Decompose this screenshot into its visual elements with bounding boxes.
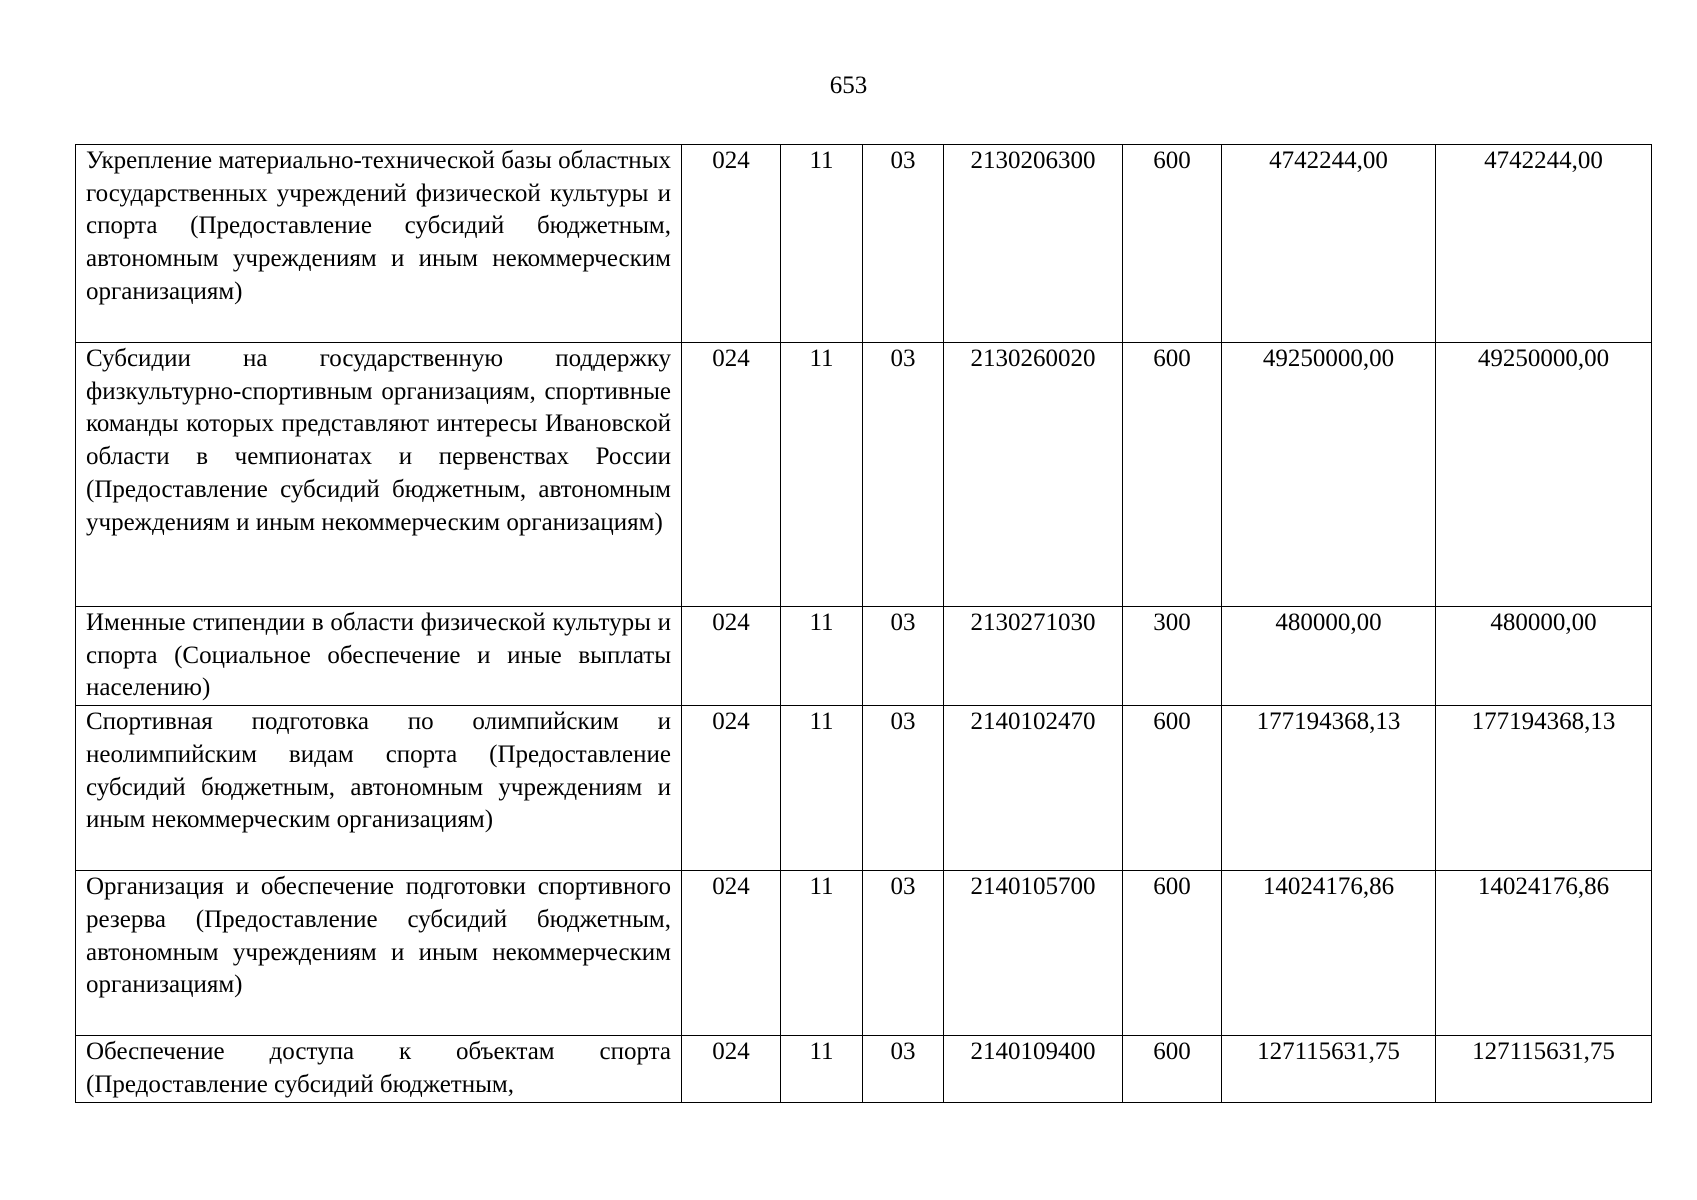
row-description: Укрепление материально-технической базы областных государственных учреждений физической культуры и спорта (Предоставление субсидий бюджетным, автономным учреждениям и иным некоммерческим организациям) <box>76 145 682 343</box>
budget-table <box>75 144 1652 1103</box>
amount-second: 49250000,00 <box>1436 343 1652 607</box>
section-code: 11 <box>781 145 863 343</box>
amount-second: 4742244,00 <box>1436 145 1652 343</box>
target-article-code: 2130260020 <box>944 343 1123 607</box>
row-description: Спортивная подготовка по олимпийским и неолимпийским видам спорта (Предоставление субсидий бюджетным, автономным учреждениям и иным некоммерческим организациям) <box>76 706 682 871</box>
row-description: Субсидии на государственную поддержку физкультурно-спортивным организациям, спортивные команды которых представляют интересы Ивановской области в чемпионатах и первенствах России (Предоставление субсидий бюджетным, автономным учреждениям и иным некоммерческим организациям) <box>76 343 682 607</box>
ministry-code: 024 <box>682 1036 781 1102</box>
table-row <box>76 1036 1652 1102</box>
expense-type-code: 600 <box>1123 1036 1222 1102</box>
row-description: Обеспечение доступа к объектам спорта (Предоставление субсидий бюджетным, <box>76 1036 682 1102</box>
ministry-code: 024 <box>682 871 781 1036</box>
section-code: 11 <box>781 706 863 871</box>
ministry-code: 024 <box>682 343 781 607</box>
expense-type-code: 600 <box>1123 871 1222 1036</box>
amount-first: 4742244,00 <box>1222 145 1436 343</box>
amount-first: 127115631,75 <box>1222 1036 1436 1102</box>
expense-type-code: 600 <box>1123 343 1222 607</box>
amount-first: 177194368,13 <box>1222 706 1436 871</box>
target-article-code: 2130271030 <box>944 607 1123 706</box>
amount-second: 127115631,75 <box>1436 1036 1652 1102</box>
subsection-code: 03 <box>863 871 944 1036</box>
amount-first: 480000,00 <box>1222 607 1436 706</box>
amount-first: 49250000,00 <box>1222 343 1436 607</box>
expense-type-code: 600 <box>1123 706 1222 871</box>
ministry-code: 024 <box>682 145 781 343</box>
page-number: 653 <box>829 72 868 99</box>
ministry-code: 024 <box>682 706 781 871</box>
subsection-code: 03 <box>863 145 944 343</box>
table-row <box>76 607 1652 706</box>
amount-second: 177194368,13 <box>1436 706 1652 871</box>
section-code: 11 <box>781 343 863 607</box>
expense-type-code: 600 <box>1123 145 1222 343</box>
expense-type-code: 300 <box>1123 607 1222 706</box>
target-article-code: 2130206300 <box>944 145 1123 343</box>
subsection-code: 03 <box>863 607 944 706</box>
target-article-code: 2140102470 <box>944 706 1123 871</box>
table-row <box>76 871 1652 1036</box>
amount-first: 14024176,86 <box>1222 871 1436 1036</box>
section-code: 11 <box>781 871 863 1036</box>
table-row <box>76 706 1652 871</box>
row-description: Именные стипендии в области физической культуры и спорта (Социальное обеспечение и иные выплаты населению) <box>76 607 682 706</box>
section-code: 11 <box>781 1036 863 1102</box>
section-code: 11 <box>781 607 863 706</box>
table-row <box>76 343 1652 607</box>
table-row <box>76 145 1652 343</box>
subsection-code: 03 <box>863 343 944 607</box>
row-description: Организация и обеспечение подготовки спортивного резерва (Предоставление субсидий бюджетным, автономным учреждениям и иным некоммерческим организациям) <box>76 871 682 1036</box>
subsection-code: 03 <box>863 1036 944 1102</box>
subsection-code: 03 <box>863 706 944 871</box>
amount-second: 480000,00 <box>1436 607 1652 706</box>
target-article-code: 2140105700 <box>944 871 1123 1036</box>
target-article-code: 2140109400 <box>944 1036 1123 1102</box>
ministry-code: 024 <box>682 607 781 706</box>
amount-second: 14024176,86 <box>1436 871 1652 1036</box>
